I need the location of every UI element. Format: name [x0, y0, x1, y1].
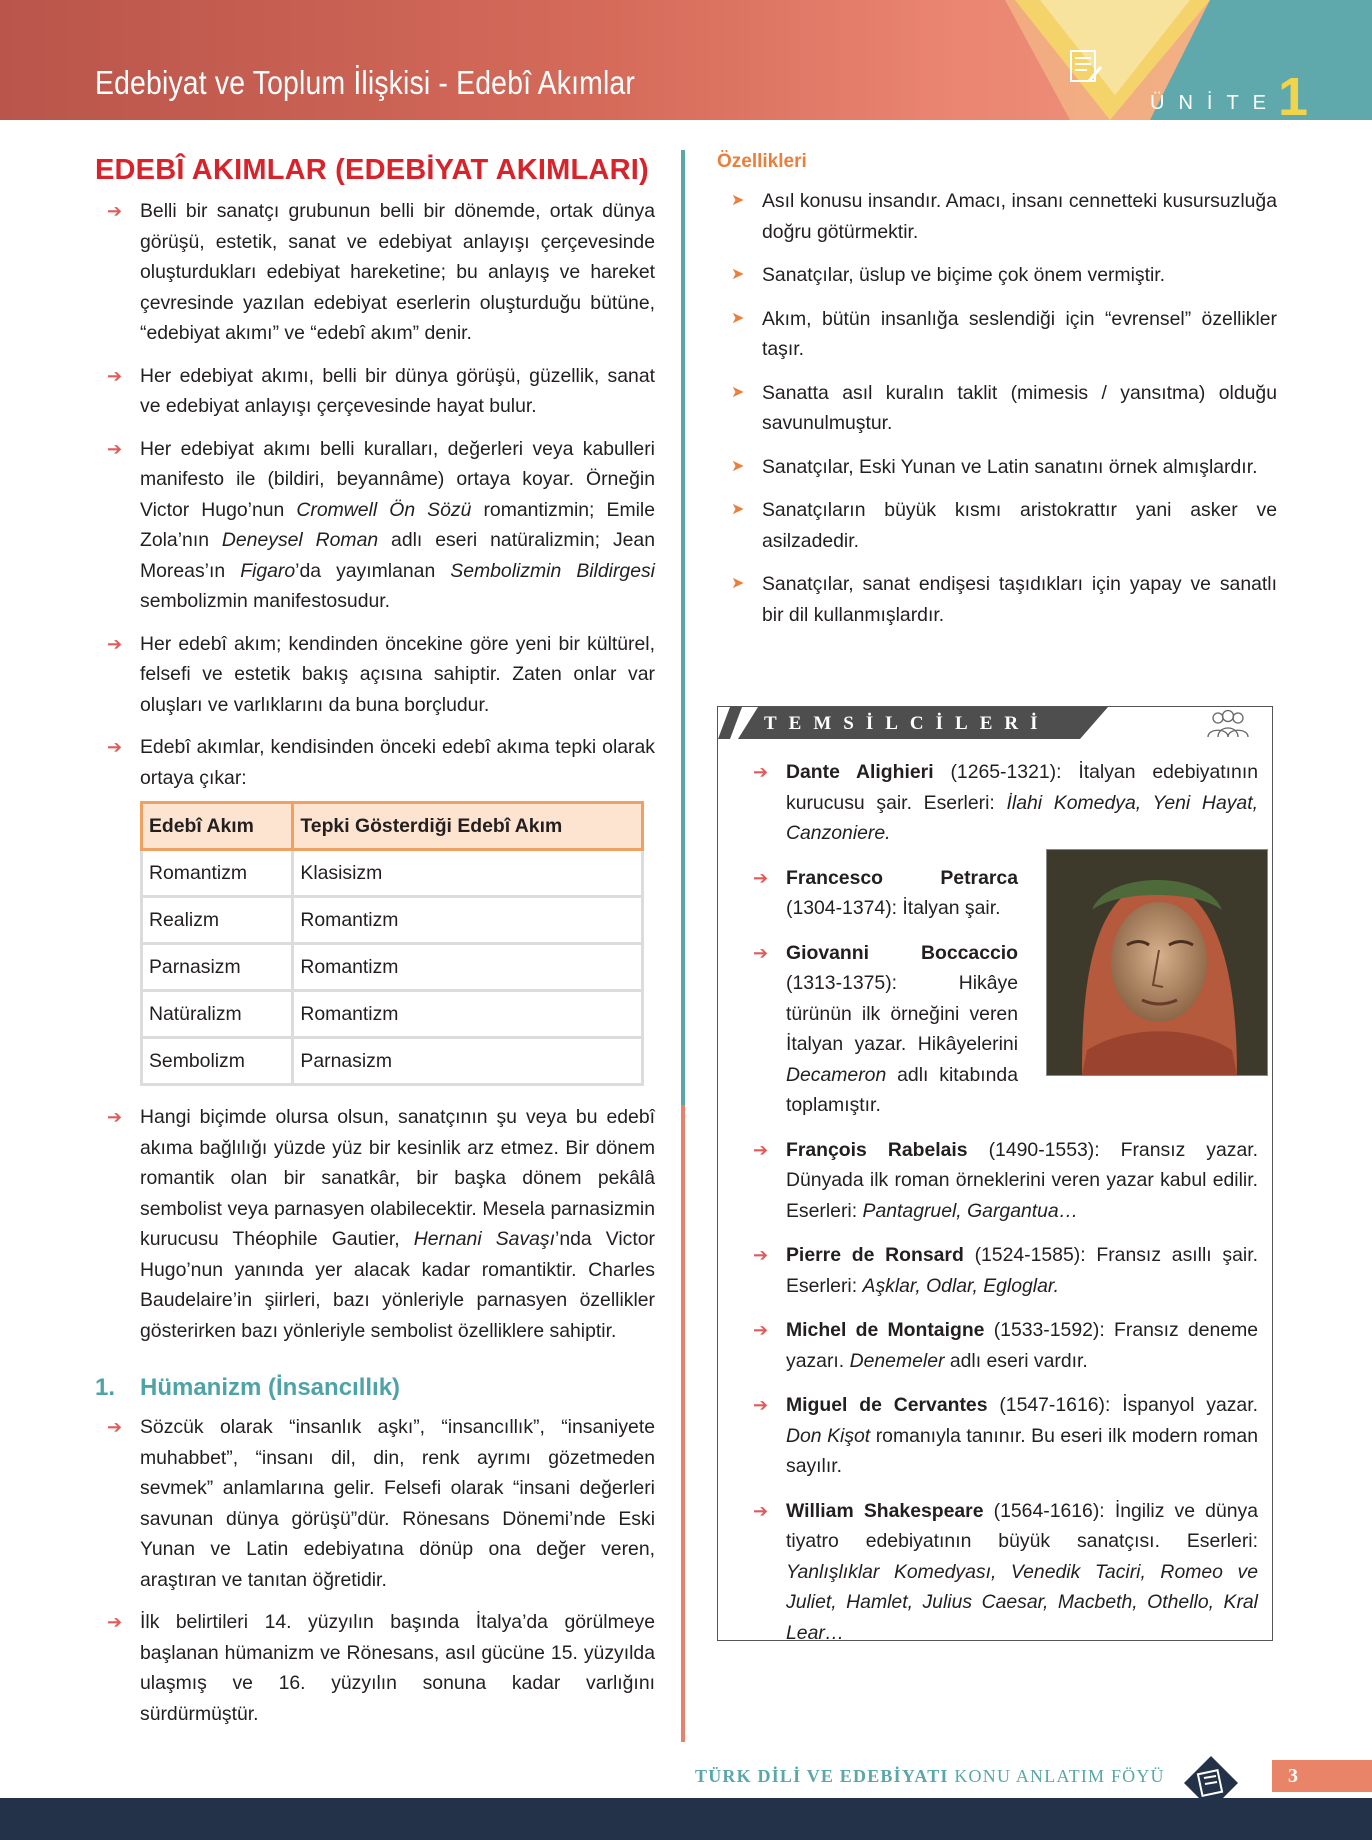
arrow-icon: ➔: [107, 1612, 123, 1632]
arrow-icon: ➔: [753, 1320, 769, 1340]
chevron-right-icon: ➤: [731, 309, 745, 327]
list-item: ➔ Miguel de Cervantes (1547-1616): İspanyol yazar. Don Kişot romanıyla tanınır. Bu eseri ilk modern roman sayılır.: [718, 1390, 1258, 1482]
table-row: [142, 850, 643, 897]
list-item: ➤ Sanatçılar, sanat endişesi taşıdıkları için yapay ve sanatlı bir dil kullanmışlardır.: [717, 569, 1277, 630]
table-cell: Romantizm: [293, 897, 643, 944]
unit-label: ÜNİTE: [1150, 92, 1280, 114]
list-item: ➔ Michel de Montaigne (1533-1592): Fransız deneme yazarı. Denemeler adlı eseri vardır.: [718, 1315, 1258, 1376]
list-item: ➔ Sözcük olarak “insanlık aşkı”, “insancıllık”, “insaniyete muhabbet”, “insanı dil, din, renk ayrımı gözetmeden sevmek” anlamlarına gelir. Felsefi olarak “insani değerleri savunan dünya görüşü”dür. Rönesans Dönemi’nde Eski Yunan ve Latin edebiyatına dönüp ona değer veren, araştıran ve tanıtan öğretidir.: [95, 1412, 655, 1595]
list-item: ➤ Asıl konusu insandır. Amacı, insanı cennetteki kusursuzluğa doğru götürmektir.: [717, 186, 1277, 247]
list-item: ➤ Sanatta asıl kuralın taklit (mimesis / yansıtma) olduğu savunulmuştur.: [717, 378, 1277, 439]
table-row: [142, 1038, 643, 1085]
table-cell: Parnasizm: [293, 1038, 643, 1085]
left-column: [95, 150, 655, 1741]
features-title: Özellikleri: [717, 151, 807, 172]
arrow-icon: ➔: [107, 201, 123, 221]
list-item: ➔ William Shakespeare (1564-1616): İngiliz ve dünya tiyatro edebiyatının büyük sanatçısı. Eserleri: Yanlışlıklar Komedyası, Venedik Taciri, Romeo ve Juliet, Hamlet, Julius Caesar, Macbeth, Othello, Kral Lear…: [718, 1496, 1258, 1649]
table-header-cell: Edebî Akım: [142, 803, 293, 850]
document-icon: [1063, 45, 1109, 91]
list-item: ➔ Her edebiyat akımı belli kuralları, değerleri veya kabulleri manifesto ile (bildiri, beyannâme) ortaya koyar. Örneğin Victor Hugo’nun Cromwell Ön Sözü romantizmin; Emile Zola’nın Deneysel Roman adlı eseri natüralizmin; Jean Moreas’ın Figaro’da yayımlanan Sembolizmin Bildirgesi sembolizmin manifestosudur.: [95, 434, 655, 617]
arrow-icon: ➔: [753, 762, 769, 782]
list-item: ➔ Her edebî akım; kendinden öncekine göre yeni bir kültürel, felsefi ve estetik bakış açısına sahiptir. Zaten onlar var oluşları ve varlıklarını da buna borçludur.: [95, 629, 655, 721]
movements-table: [140, 801, 644, 1086]
table-row: [142, 991, 643, 1038]
table-cell: Natüralizm: [142, 991, 293, 1038]
arrow-icon: ➔: [753, 942, 769, 963]
list-item: ➔ Pierre de Ronsard (1524-1585): Fransız asıllı şair. Eserleri: Aşklar, Odlar, Egloglar.: [718, 1240, 1258, 1301]
list-item: ➔ François Rabelais (1490-1553): Fransız yazar. Dünyada ilk roman örneklerini veren yazar kabul edilir. Eserleri: Pantagruel, Gargantua…: [718, 1135, 1258, 1227]
arrow-icon: ➔: [107, 633, 123, 654]
list-item: ➔ Giovanni Boccaccio (1313-1375): Hikâye türünün ilk örneğini veren İtalyan yazar. Hikâyelerini Decameron adlı kitabında toplamıştır.: [718, 938, 1258, 1121]
chevron-right-icon: ➤: [731, 383, 745, 401]
page-header: [0, 0, 1372, 120]
list-item: ➔ Belli bir sanatçı grubunun belli bir dönemde, ortak dünya görüşü, estetik, sanat ve edebiyat anlayışı çerçevesinde oluşturdukları edebiyat hareketine; bu anlayış ve hareket çevresinde yazılan edebiyat eserlerin oluşturduğu bütüne, “edebiyat akımı” ve “edebî akım” denir.: [95, 196, 655, 349]
chevron-right-icon: ➤: [731, 266, 745, 283]
arrow-icon: ➔: [753, 1500, 769, 1521]
representatives-box: [717, 706, 1273, 1644]
table-cell: Realizm: [142, 897, 293, 944]
list-item: ➤ Sanatçılar, üslup ve biçime çok önem vermiştir.: [717, 260, 1277, 291]
list-item: ➔ İlk belirtileri 14. yüzyılın başında İtalya’da görülmeye başlanan hümanizm ve Rönesans, asıl gücüne 15. yüzyılda ulaşmış ve 16. yüzyılın sonuna kadar varlığını sürdürmüştür.: [95, 1607, 655, 1729]
arrow-icon: ➔: [107, 438, 123, 459]
arrow-icon: ➔: [753, 1245, 769, 1265]
footer-bar: [0, 1798, 1372, 1840]
list-item: ➔ Hangi biçimde olursa olsun, sanatçının şu veya bu edebî akıma bağlılığı yüzde yüz bir kesinlik arz etmez. Bir dönem romantik olan bir sanatkâr, bir başka dönem pekâlâ sembolist veya parnasyen olabilecektir. Mesela parnasizmin kurucusu Théophile Gautier, Hernani Savaşı’nda Victor Hugo’nun yanında yer alacak kadar romantiktir. Charles Baudelaire’in şiirleri, bazı yönleriyle parnasyen özellikler gösterirken bazı yönleriyle sembolist özelliklere sahiptir.: [95, 1102, 655, 1346]
table-row: [142, 897, 643, 944]
arrow-icon: ➔: [107, 1107, 123, 1127]
list-item: ➔ Edebî akımlar, kendisinden önceki edebî akıma tepki olarak ortaya çıkar:: [95, 732, 655, 793]
list-item: ➤ Sanatçıların büyük kısmı aristokrattır yani asker ve asilzadedir.: [717, 495, 1277, 556]
arrow-icon: ➔: [107, 365, 123, 386]
chevron-right-icon: ➤: [731, 501, 745, 518]
arrow-icon: ➔: [753, 1395, 769, 1415]
intro-list: [95, 196, 655, 793]
features-list: [717, 186, 1277, 630]
representatives-header: [718, 707, 1108, 739]
table-cell: Klasisizm: [293, 850, 643, 897]
gautier-list: [95, 1102, 655, 1346]
arrow-icon: ➔: [753, 1139, 769, 1160]
chevron-right-icon: ➤: [731, 457, 745, 475]
section-title: EDEBÎ AKIMLAR (EDEBİYAT AKIMLARI): [95, 154, 649, 186]
list-item: ➤ Akım, bütün insanlığa seslendiği için “evrensel” özellikler taşır.: [717, 304, 1277, 365]
table-row: [142, 944, 643, 991]
table-cell: Parnasizm: [142, 944, 293, 991]
list-item: ➔ Dante Alighieri (1265-1321): İtalyan edebiyatının kurucusu şair. Eserleri: İlahi Komedya, Yeni Hayat, Canzoniere.: [718, 757, 1258, 849]
humanism-list: [95, 1412, 655, 1729]
representatives-title: TEMSİLCİLERİ: [764, 713, 1050, 734]
representatives-list: [718, 757, 1258, 1662]
list-item: ➤ Sanatçılar, Eski Yunan ve Latin sanatını örnek almışlardır.: [717, 452, 1277, 483]
list-item: ➔ Her edebiyat akımı, belli bir dünya görüşü, güzellik, sanat ve edebiyat anlayışı çerçevesinde hayat bulur.: [95, 361, 655, 422]
table-cell: Romantizm: [142, 850, 293, 897]
list-item: ➔ Francesco Petrarca (1304-1374): İtalyan şair.: [718, 863, 1258, 924]
table-header-row: [142, 803, 643, 850]
arrow-icon: ➔: [107, 1417, 123, 1437]
subsection-title: 1. Hümanizm (İnsancıllık): [95, 1374, 401, 1401]
right-column: [717, 150, 1277, 643]
table-cell: Romantizm: [293, 944, 643, 991]
footer-book-title: TÜRK DİLİ VE EDEBİYATI KONU ANLATIM FÖYÜ: [695, 1766, 1165, 1786]
people-icon: [1204, 709, 1252, 739]
chevron-right-icon: ➤: [731, 192, 745, 209]
unit-number: 1: [1278, 67, 1309, 120]
page-number: 3: [1288, 1765, 1298, 1787]
chevron-right-icon: ➤: [731, 575, 745, 592]
table-cell: Sembolizm: [142, 1038, 293, 1085]
arrow-icon: ➔: [753, 867, 769, 888]
table-cell: Romantizm: [293, 991, 643, 1038]
arrow-icon: ➔: [107, 737, 123, 757]
page-number-badge: [1272, 1760, 1372, 1792]
page-title: Edebiyat ve Toplum İlişkisi - Edebî Akımlar: [95, 64, 636, 101]
table-header-cell: Tepki Gösterdiği Edebî Akım: [293, 803, 643, 850]
column-divider: [681, 150, 685, 1742]
